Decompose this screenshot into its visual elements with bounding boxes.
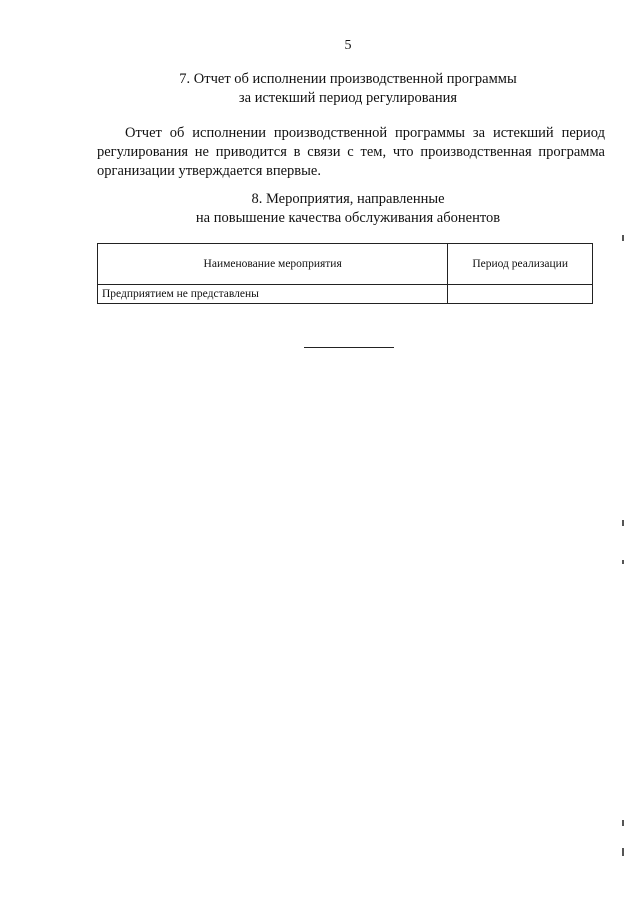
scan-margin-mark [622,848,624,856]
scan-margin-mark [622,235,624,241]
column-header-implementation-period: Период реализации [448,244,593,285]
section-7-title-line-2: за истекший период регулирования [238,90,458,106]
table-cell-measure-name: Предприятием не представлены [98,285,448,304]
table-row [98,285,593,304]
section-7-heading [100,70,596,108]
scan-margin-mark [622,560,624,564]
section-8-title-line-2: на повышение качества обслуживания абонентов [195,210,501,226]
table-cell-implementation-period [448,285,593,304]
measures-table [97,243,593,304]
section-8-title-line-1: 8. Мероприятия, направленные [251,191,445,207]
section-7-title-line-1: 7. Отчет об исполнении производственной программы [179,71,517,87]
column-header-measure-name: Наименование мероприятия [98,244,448,285]
section-8-heading [100,190,596,228]
scan-margin-mark [622,820,624,826]
scan-margin-mark [622,520,624,526]
closing-rule [304,347,394,348]
table-header-row [98,244,593,285]
section-7-paragraph: Отчет об исполнении производственной программы за истекший период регулирования не приводится в связи с тем, что производственная программа организации утверждается впервые. [97,125,605,179]
page-number: 5 [344,38,352,53]
